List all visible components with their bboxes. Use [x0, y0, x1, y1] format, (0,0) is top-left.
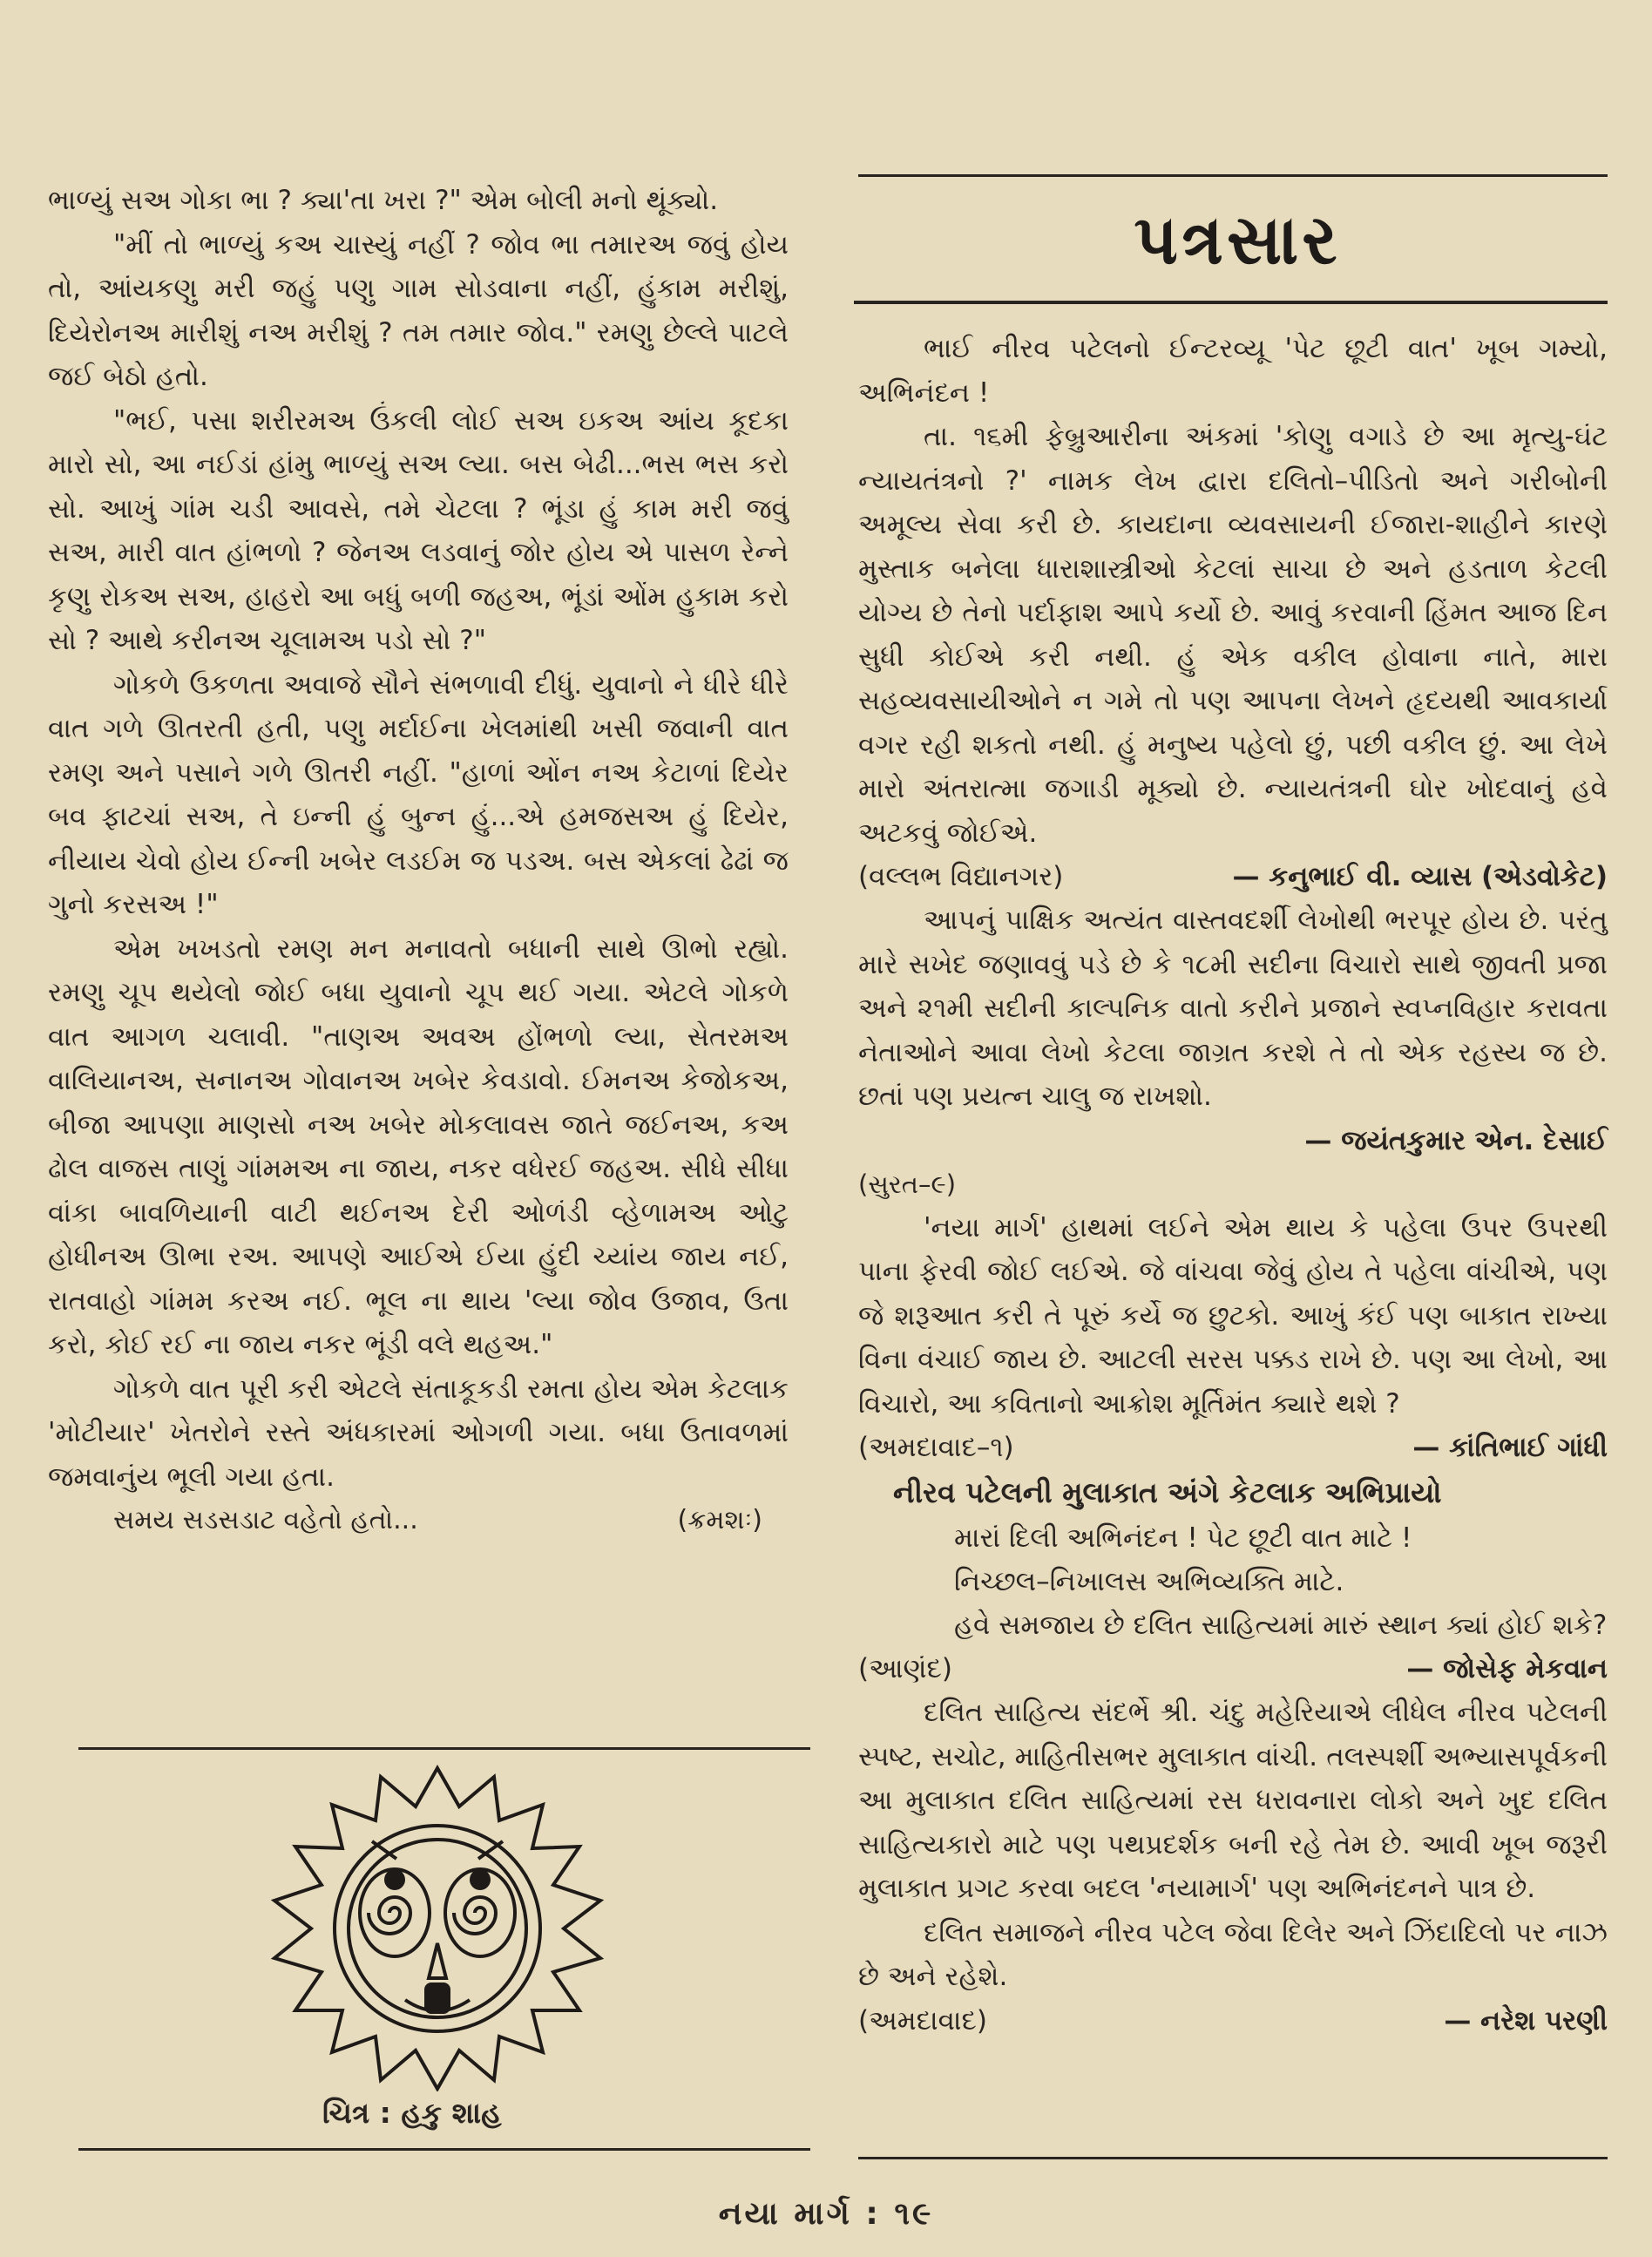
section-masthead: પત્રસાર	[1134, 200, 1341, 280]
letter-signature: — જયંતકુમાર એન. દેસાઈ	[1304, 1124, 1608, 1156]
letter-place: (અમદાવાદ–૧)	[858, 1432, 1014, 1463]
letter-signature-row	[858, 855, 1608, 898]
section-divider	[78, 1747, 810, 1750]
letter-paragraph: તા. ૧૬મી ફેબ્રુઆરીના અંકમાં 'કોણુ વગાડે છે આ મૃત્યુ-ઘંટ ન્યાયતંત્રનો ?' નામક લેખ દ્વારા દલિતો–પીડિતો અને ગરીબોની અમૂલ્ય સેવા કરી છે. કાયદાના વ્યવસાયની ઈજારા-શાહીને કારણે મુસ્તાક બનેલા ધારાશાસ્ત્રીઓ કેટલાં સાચા છે અને હડતાળ કેટલી યોગ્ય છે તેનો પર્દાફાશ આપે કર્યો છે. આવું કરવાની હિંમત આજ દિન સુધી કોઈએ કરી નથી. હું એક વકીલ હોવાના નાતે, મારા સહવ્યવસાયીઓને ન ગમે તો પણ આપના લેખને હૃદયથી આવકાર્યા વગર રહી શકતો નથી. હું મનુષ્ય પહેલો છું, પછી વકીલ છું. આ લેખે મારો અંતરાત્મા જગાડી મૂક્યો છે. ન્યાયતંત્રની ઘોર ખોદવાનું હવે અટકવું જોઈએ.	[858, 421, 1608, 849]
letter-place: (આણંદ)	[858, 1653, 952, 1684]
opinion-line: મારાં દિલી અભિનંદન ! પેટ છૂટી વાત માટે !	[954, 1522, 1412, 1554]
story-paragraph: "મીં તો ભાળ્યું કઅ ચાસ્યું નહીં ? જોવ ભા તમારઅ જવું હોય તો, આંયકણુ મરી જહું પણુ ગામ સોડવાના નહીં, હુંકામ મરીશું, દિયેરોનઅ મારીશું નઅ મરીશું ? તમ તમાર જોવ." રમણુ છેલ્લે પાટલે જઈ બેઠો હતો.	[48, 228, 789, 392]
story-paragraph: ગોકળે વાત પૂરી કરી એટલે સંતાકૂકડી રમતા હોય એમ કેટલાક 'મોટીયાર' ખેતરોને રસ્તે અંધકારમાં ઓગળી ગયા. બધા ઉતાવળમાં જમવાનુંય ભૂલી ગયા હતા.	[48, 1372, 789, 1493]
story-paragraph: ભાળ્યું સઅ ગોકા ભા ? ક્યા'તા ખરા ?" એમ બોલી મનો થૂંક્યો.	[48, 185, 719, 216]
sun-face-icon	[266, 1765, 610, 2091]
letter-signature-row	[858, 1647, 1608, 1691]
letter-signature: — જોસેફ મેકવાન	[1406, 1653, 1608, 1684]
sun-face-illustration	[266, 1765, 610, 2091]
story-paragraph: ગોકળે ઉકળતા અવાજે સૌને સંભળાવી દીધું. યુવાનો ને ધીરે ધીરે વાત ગળે ઊતરતી હતી, પણુ મર્દાઈના ખેલમાંથી ખસી જવાની વાત રમણ અને પસાને ગળે ઊતરી નહીં. "હાળાં ઓંન નઅ કેટાળાં દિયેર બવ ફાટચાં સઅ, તે ઇન્ની હું બુન્ન હું...એ હમજસઅ હું દિયેર, નીયાય ચેવો હોય ઈન્ની ખબેર લડઈમ જ પડઅ. બસ એકલાં ઢેઢાં જ ગુનો કરસઅ !"	[48, 668, 789, 920]
story-paragraph: "ભઈ, પસા શરીરમઅ ઉંકલી લોઈ સઅ ઇકઅ આંય કૂદકા મારો સો, આ નઈડાં હાંમુ ભાળ્યું સઅ લ્યા. બસ બેઢી...ભસ ભસ કરો સો. આખું ગાંમ ચડી આવસે, તમે ચેટલા ? ભૂંડા હું કામ મરી જવું સઅ, મારી વાત હાંભળો ? જેનઅ લડવાનું જોર હોય એ પાસળ રેન્ને કૃણુ રોકઅ સઅ, હાહરો આ બધું બળી જહઅ, ભૂંડાં ઓંમ હુકામ કરો સો ? આથે કરીનઅ ચૂલામઅ પડો સો ?"	[48, 404, 789, 656]
letter-paragraph: દલિત સમાજને નીરવ પટેલ જેવા દિલેર અને ઝિંદાદિલો પર નાઝ છે અને રહેશે.	[858, 1916, 1608, 1992]
letter-signature-row	[858, 1999, 1608, 2043]
letter-place: (વલ્લભ વિદ્યાનગર)	[858, 861, 1064, 892]
letter-signature: — કનુભાઈ વી. વ્યાસ (એડવોકેટ)	[1232, 861, 1608, 892]
masthead-top-rule	[858, 174, 1608, 177]
section-divider	[78, 2148, 810, 2151]
letter-signature-row	[858, 1426, 1608, 1469]
letters-column	[858, 327, 1608, 2043]
story-column	[48, 179, 789, 1542]
letter-paragraph: દલિત સાહિત્ય સંદર્ભે શ્રી. ચંદુ મહેરિયાએ લીધેલ નીરવ પટેલની સ્પષ્ટ, સચોટ, માહિતીસભર મુલાકાત વાંચી. તલસ્પર્શી અભ્યાસપૂર્વકની આ મુલાકાત દલિત સાહિત્યમાં રસ ધરાવનારા લોકો અને ખુદ દલિત સાહિત્યકારો માટે પણ પથપ્રદર્શક બની રહે તેમ છે. આવી ખૂબ જરૂરી મુલાકાત પ્રગટ કરવા બદલ 'નયામાર્ગ' પણ અભિનંદનને પાત્ર છે.	[858, 1697, 1608, 1904]
letter-paragraph: 'નયા માર્ગ' હાથમાં લઈને એમ થાય કે પહેલા ઉપર ઉપરથી પાના ફેરવી જોઈ લઈએ. જે વાંચવા જેવું હોય તે પહેલા વાંચીએ, પણ જે શરૂઆત કરી તે પૂરું કર્યે જ છુટકો. આખું કંઈ પણ બાકાત રાખ્યા વિના વંચાઈ જાય છે. આટલી સરસ પક્કડ રાખે છે. પણ આ લેખો, આ વિચારો, આ કવિતાનો આક્રોશ મૂર્તિમંત ક્યારે થશે ?	[858, 1211, 1608, 1420]
opinion-line: નિચ્છલ–નિખાલસ અભિવ્યક્તિ માટે.	[954, 1566, 1344, 1597]
continued-marker: (ક્રમશઃ)	[677, 1505, 762, 1535]
page-footer: નયા માર્ગ : ૧૯	[718, 2196, 934, 2232]
opinions-subheading: નીરવ પટેલની મુલાકાત અંગે કેટલાક અભિપ્રાયો	[893, 1475, 1442, 1509]
section-divider	[858, 2157, 1608, 2159]
story-paragraph: એમ ખખડતો રમણ મન મનાવતો બધાની સાથે ઊભો રહ્યો. રમણુ ચૂપ થયેલો જોઈ બધા યુવાનો ચૂપ થઈ ગયા. એટલે ગોકળે વાત આગળ ચલાવી. "તાણઅ અવઅ હોંભળો લ્યા, સેતરમઅ વાલિયાનઅ, સનાનઅ ગોવાનઅ ખબેર કેવડાવો. ઈમનઅ કેજોકઅ, બીજા આપણા માણસો નઅ ખબેર મોકલાવસ જાતે જઈનઅ, કઅ ઢોલ વાજસ તાણું ગાંમમઅ ના જાય, નકર વધેરઈ જહઅ. સીધે સીધા વાંકા બાવળિયાની વાટી થઈનઅ દેરી ઓળંડી વ્હેળામઅ ઓટુ હોધીનઅ ઊભા રઅ. આપણે આઈએ ઈયા હુંદી ચ્યાંય જાય નઈ, રાતવાહો ગાંમમ કરઅ નઈ. ભૂલ ના થાય 'લ્યા જોવ ઉજાવ, ઉતા કરો, કોઈ રઈ ના જાય નકર ભૂંડી વલે થહઅ."	[48, 932, 789, 1360]
letter-signature: — કાંતિભાઈ ગાંધી	[1412, 1432, 1608, 1463]
closing-line: સમય સડસડાટ વહેતો હતો...	[113, 1505, 418, 1535]
letter-signature: — નરેશ પરણી	[1444, 2004, 1608, 2037]
letter-paragraph: ભાઈ નીરવ પટેલનો ઈન્ટરવ્યૂ 'પેટ છૂટી વાત' ખૂબ ગમ્યો, અભિનંદન !	[858, 333, 1608, 409]
letter-place: (સુરત–૯)	[858, 1169, 957, 1199]
opinion-line: હવે સમજાય છે દલિત સાહિત્યમાં મારું સ્થાન ક્યાં હોઈ શકે?	[954, 1610, 1608, 1641]
letter-place: (અમદાવાદ)	[858, 2004, 987, 2037]
masthead-bottom-rule	[854, 301, 1608, 304]
continued-line	[48, 1499, 789, 1542]
letter-paragraph: આપનું પાક્ષિક અત્યંત વાસ્તવદર્શી લેખોથી ભરપૂર હોય છે. પરંતુ મારે સખેદ જણાવવું પડે છે કે ૧૮મી સદીના વિચારો સાથે જીવતી પ્રજા અને ૨૧મી સદીની કાલ્પનિક વાતો કરીને પ્રજાને સ્વપ્નવિહાર કરાવતા નેતાઓને આવા લેખો કેટલા જાગ્રત કરશે તે તો એક રહસ્ય જ છે. છતાં પણ પ્રયત્ન ચાલુ જ રાખશો.	[858, 905, 1608, 1112]
illustration-caption: ચિત્ર : હકુ શાહ	[322, 2096, 502, 2130]
